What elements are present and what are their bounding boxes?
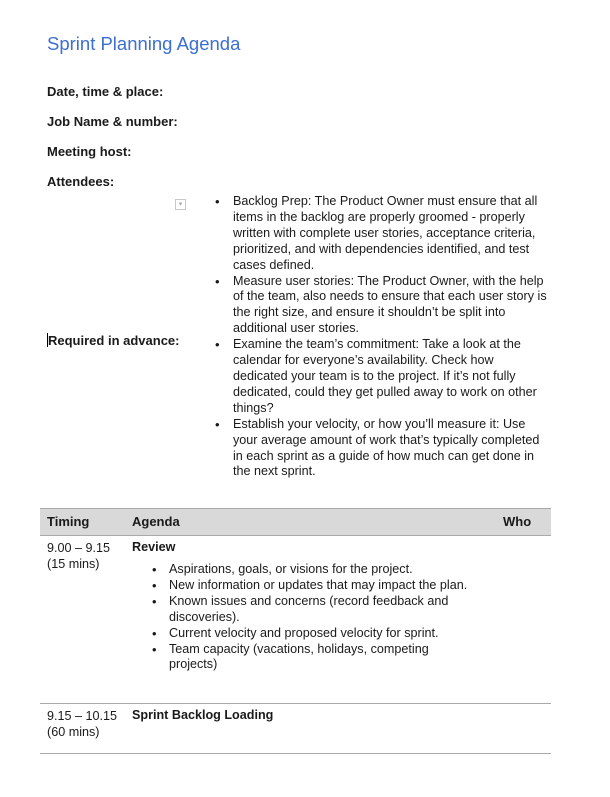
field-job-name-number: Job Name & number:	[47, 114, 178, 129]
row-timing	[47, 540, 110, 572]
list-item: • Known issues and concerns (record feedback and discoveries).	[150, 594, 480, 626]
list-item: • New information or updates that may impact the plan.	[150, 578, 480, 594]
advance-item-backlog-prep: • Backlog Prep: The Product Owner must ensure that all items in the backlog are properly groomed - properly written with complete user stories, acceptance criteria, prioritized, and with dependencies identified, and test cases defined.	[215, 194, 550, 274]
row-agenda-title: Review	[132, 540, 176, 554]
field-date-time-place: Date, time & place:	[47, 84, 164, 99]
table-header	[40, 508, 551, 536]
advance-item-velocity: • Establish your velocity, or how you’ll measure it: Use your average amount of work that’s typically completed in each sprint as a guide of how much can get done in the next sprint.	[215, 417, 550, 481]
row-agenda-title: Sprint Backlog Loading	[132, 708, 274, 722]
header-who: Who	[503, 514, 532, 529]
advance-item-team-commitment: • Examine the team’s commitment: Take a look at the calendar for everyone’s availability. Check how dedicated your team is to the project. If it’s not fully dedicated, could they get pulled away to work on other things?	[215, 337, 550, 417]
header-agenda: Agenda	[132, 514, 180, 529]
field-attendees: Attendees:	[47, 174, 115, 189]
field-required-in-advance	[47, 333, 179, 348]
row-time: 9.15 – 10.15	[47, 709, 118, 723]
field-meeting-host: Meeting host:	[47, 144, 132, 159]
list-item: • Current velocity and proposed velocity for sprint.	[150, 626, 480, 642]
header-timing: Timing	[47, 514, 90, 529]
list-item: • Aspirations, goals, or visions for the project.	[150, 562, 480, 578]
list-item: • Team capacity (vacations, holidays, competing projects)	[150, 642, 480, 674]
required-in-advance-label: Required in advance:	[48, 333, 180, 348]
table-row	[40, 704, 551, 754]
advance-item-measure-stories: • Measure user stories: The Product Owner, with the help of the team, also needs to ensure that each user story is the right size, and ensure it shouldn’t be split into additional user stories.	[215, 274, 550, 338]
row-timing	[47, 708, 117, 740]
advance-list	[215, 194, 550, 480]
table-row	[40, 536, 551, 704]
row-time: 9.00 – 9.15	[47, 541, 111, 555]
agenda-table	[40, 508, 551, 754]
row-duration: (15 mins)	[47, 557, 100, 571]
row-duration: (60 mins)	[47, 725, 100, 739]
collapse-toggle[interactable]: ▾	[175, 199, 186, 210]
row-agenda-items	[150, 562, 480, 673]
page-title: Sprint Planning Agenda	[47, 33, 241, 54]
